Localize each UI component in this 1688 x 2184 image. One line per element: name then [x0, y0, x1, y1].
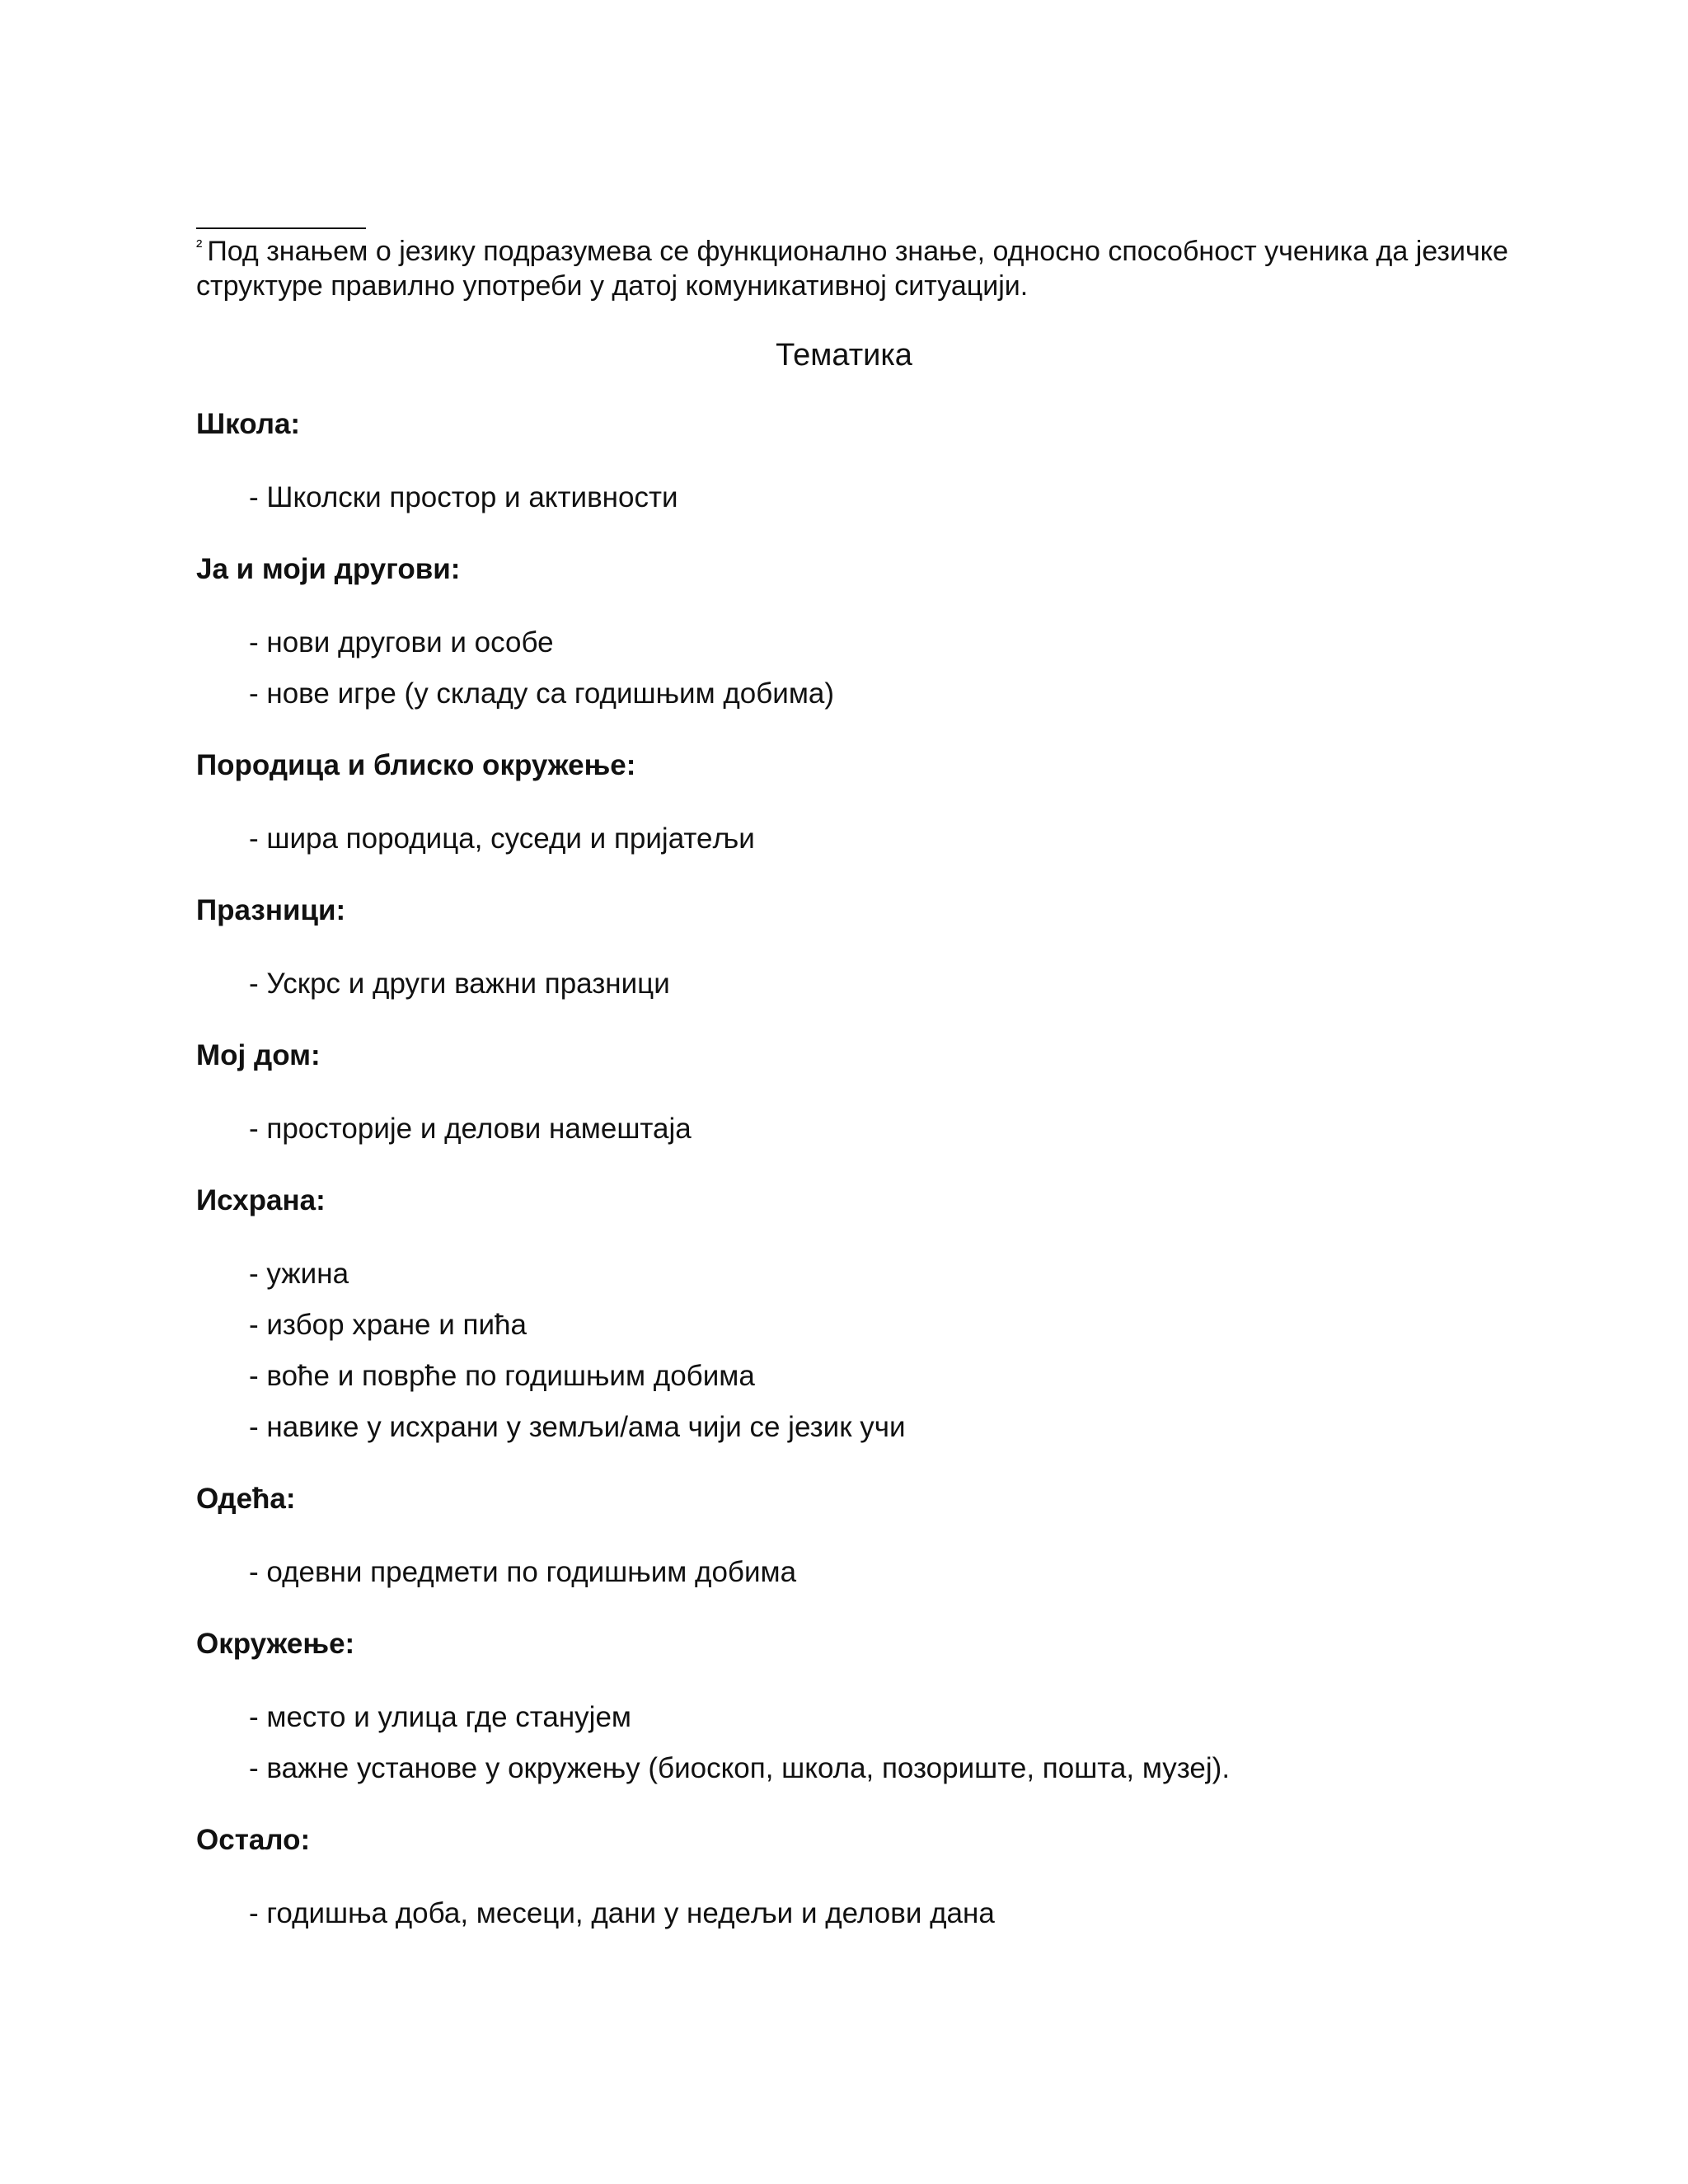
section [196, 1627, 1515, 1786]
section [196, 552, 1515, 711]
topic-list [196, 407, 1515, 1968]
section [196, 1183, 1515, 1445]
footnote-marker: ² [196, 236, 203, 256]
list-item: - навике у исхрани у земљи/ама чији се језик учи [249, 1411, 906, 1443]
section-heading: Породица и блиско окружење: [196, 749, 636, 781]
list-item: - важне установе у окружењу (биоскоп, школа, позориште, пошта, музеј). [249, 1752, 1231, 1784]
list-item: - одевни предмети по годишњим добима [249, 1556, 797, 1588]
section-heading: Мој дом: [196, 1039, 321, 1071]
section-heading: Окружење: [196, 1628, 355, 1660]
section-heading: Ја и моји другови: [196, 553, 461, 585]
section-items [249, 1555, 1515, 1590]
section-items [249, 1700, 1515, 1786]
list-item: - просторије и делови намештаја [249, 1113, 692, 1145]
page-title: Тематика [776, 338, 912, 373]
section [196, 1823, 1515, 1931]
section-items [249, 1896, 1515, 1931]
section [196, 1038, 1515, 1146]
section-heading: Празници: [196, 894, 346, 926]
section-heading: Остало: [196, 1824, 311, 1856]
list-item: - годишња доба, месеци, дани у недељи и делови дана [249, 1897, 995, 1929]
section-items [249, 967, 1515, 1001]
section-items [249, 822, 1515, 856]
section [196, 748, 1515, 856]
section-heading: Исхрана: [196, 1184, 326, 1216]
list-item: - шира породица, суседи и пријатељи [249, 823, 755, 855]
list-item: - ужина [249, 1258, 349, 1290]
list-item: - Ускрс и други важни празници [249, 968, 670, 1000]
section [196, 1482, 1515, 1590]
list-item: - Школски простор и активности [249, 481, 678, 513]
section-items [249, 626, 1515, 711]
section-heading: Школа: [196, 408, 301, 440]
list-item: - воће и поврће по годишњим добима [249, 1360, 755, 1392]
section [196, 407, 1515, 515]
footnote-text: Под знањем о језику подразумева се функционално знање, односно способност ученика да језичке структуре правилно употреби у датој комуникативној ситуацији. [196, 236, 1508, 302]
footnote [196, 229, 1515, 303]
list-item: - избор хране и пића [249, 1309, 527, 1341]
section-items [249, 1257, 1515, 1445]
list-item: - место и улица где станујем [249, 1701, 631, 1733]
list-item: - нове игре (у складу са годишњим добима) [249, 677, 835, 710]
section-items [249, 1112, 1515, 1146]
section-items [249, 480, 1515, 515]
section-heading: Одећа: [196, 1483, 296, 1515]
section [196, 893, 1515, 1001]
list-item: - нови другови и особе [249, 626, 554, 658]
